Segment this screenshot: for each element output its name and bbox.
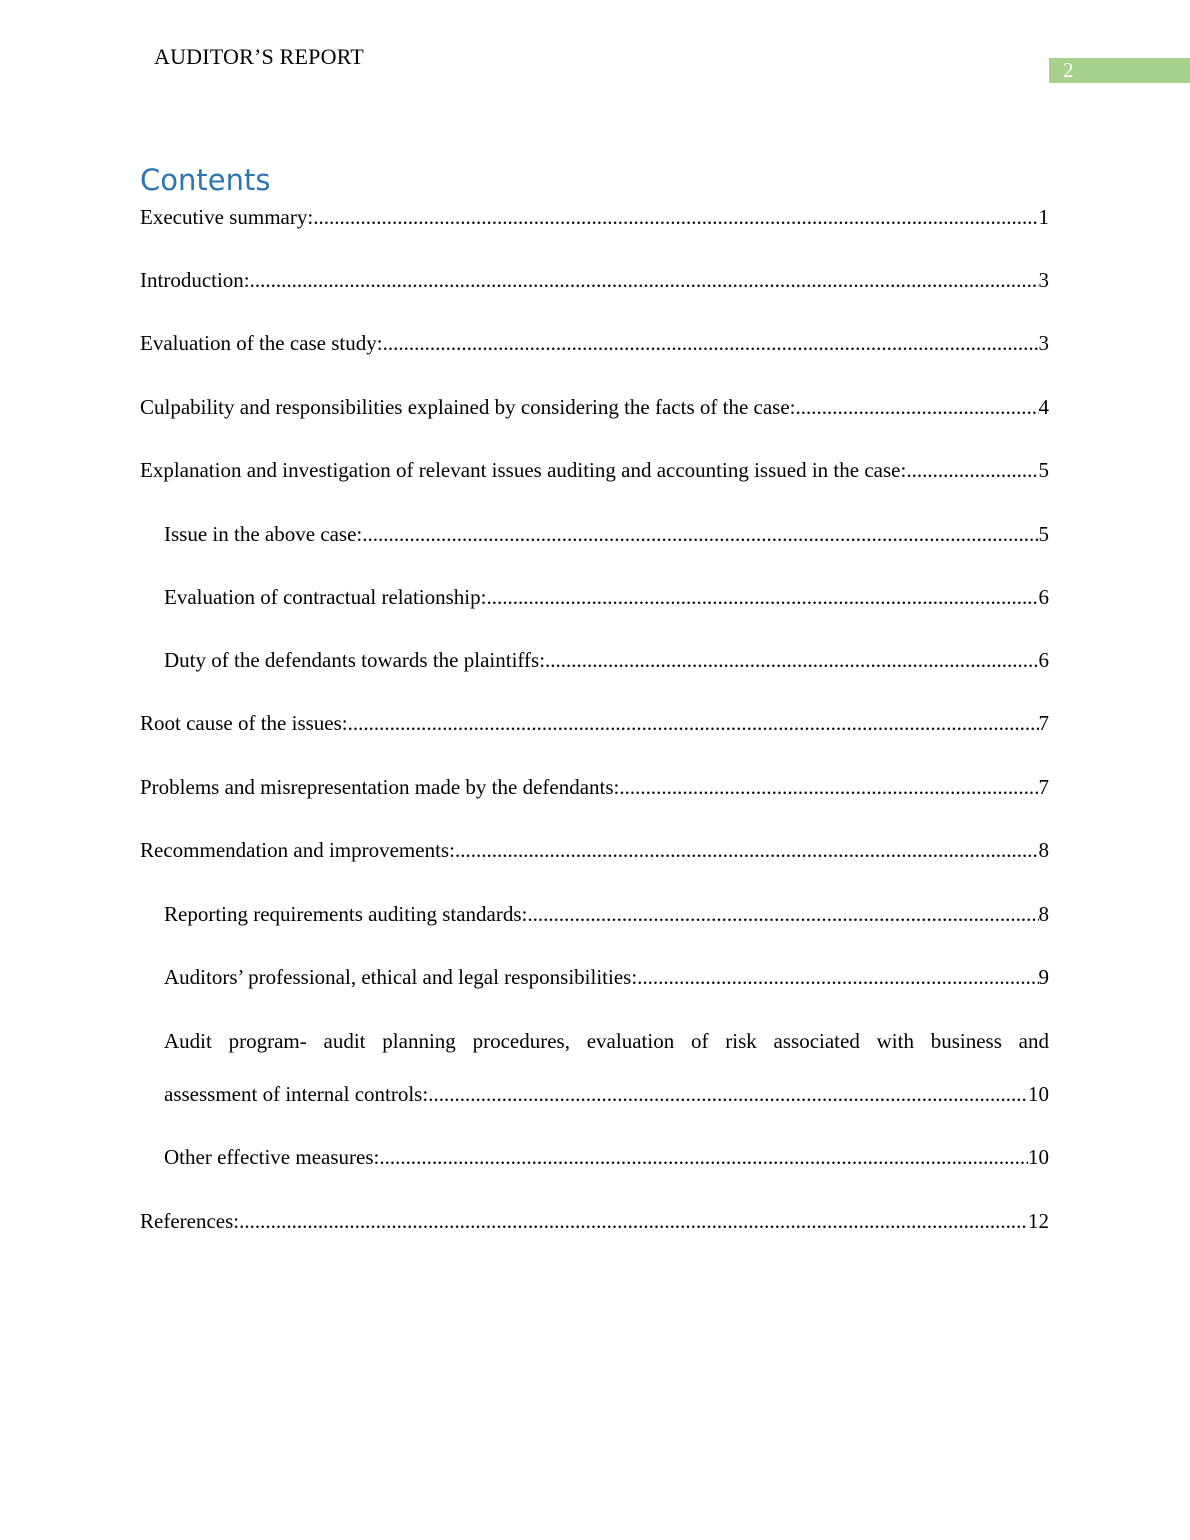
toc-leader-dots xyxy=(362,518,1038,550)
toc-leader-dots xyxy=(348,707,1039,739)
toc-entry-page: 1 xyxy=(1038,205,1049,229)
toc-leader-dots xyxy=(313,201,1038,233)
toc-entry-label: Introduction: xyxy=(140,268,250,292)
toc-leader-dots xyxy=(619,771,1038,803)
toc-leader-dots xyxy=(545,644,1038,676)
running-header-title: AUDITOR’S REPORT xyxy=(154,44,364,69)
toc-entry-auditors-responsibilities[interactable] xyxy=(164,961,1049,993)
toc-entry-recommendation[interactable] xyxy=(140,834,1049,866)
toc-leader-dots xyxy=(383,327,1039,359)
toc-entry-problems-misrepresentation[interactable] xyxy=(140,771,1049,803)
toc-entry-page: 8 xyxy=(1038,838,1049,862)
toc-entry-page: 4 xyxy=(1038,395,1049,419)
toc-entry-page: 7 xyxy=(1038,775,1049,799)
toc-entry-label: Duty of the defendants towards the plaintiffs: xyxy=(164,648,546,672)
toc-entry-reporting-requirements[interactable] xyxy=(164,898,1049,930)
toc-entry-label: References: xyxy=(140,1209,240,1233)
toc-entry-contractual-relationship[interactable] xyxy=(164,581,1049,613)
toc-entry-page: 5 xyxy=(1038,522,1049,546)
toc-entry-page: 8 xyxy=(1038,902,1049,926)
toc-entry-page: 7 xyxy=(1038,711,1049,735)
toc-leader-dots xyxy=(379,1141,1028,1173)
toc-entry-issue-above-case[interactable] xyxy=(164,518,1049,550)
toc-entry-label: Auditors’ professional, ethical and legal responsibilities: xyxy=(164,965,638,989)
toc-leader-dots xyxy=(250,264,1039,296)
toc-entry-label: Explanation and investigation of relevant issues auditing and accounting issued in the case: xyxy=(140,458,907,482)
toc-entry-audit-program-line2[interactable] xyxy=(164,1078,1049,1110)
toc-entry-page: 10 xyxy=(1028,1082,1049,1106)
toc-entry-label: Recommendation and improvements: xyxy=(140,838,455,862)
page-number: 2 xyxy=(1063,58,1074,82)
toc-entry-explanation-investigation[interactable] xyxy=(140,454,1049,486)
toc-entry-introduction[interactable] xyxy=(140,264,1049,296)
toc-entry-other-measures[interactable] xyxy=(164,1141,1049,1173)
toc-heading: Contents xyxy=(140,163,271,197)
toc-entry-audit-program-line1[interactable] xyxy=(164,1025,1049,1057)
toc-entry-root-cause[interactable] xyxy=(140,707,1049,739)
toc-entry-culpability[interactable] xyxy=(140,391,1049,423)
toc-entry-label: Other effective measures: xyxy=(164,1145,380,1169)
toc-leader-dots xyxy=(796,391,1039,423)
toc-entry-label: assessment of internal controls: xyxy=(164,1082,429,1106)
toc-entry-page: 3 xyxy=(1038,331,1049,355)
toc-entry-page: 12 xyxy=(1028,1209,1049,1233)
toc-entry-label: Evaluation of contractual relationship: xyxy=(164,585,487,609)
toc-entry-label: Executive summary: xyxy=(140,205,314,229)
toc-leader-dots xyxy=(428,1078,1028,1110)
toc-leader-dots xyxy=(239,1205,1028,1237)
page-number-badge xyxy=(1049,58,1190,83)
toc-entry-label: Issue in the above case: xyxy=(164,522,363,546)
toc-entry-page: 5 xyxy=(1038,458,1049,482)
toc-entry-page: 6 xyxy=(1038,585,1049,609)
toc-leader-dots xyxy=(455,834,1039,866)
toc-entry-duty-defendants[interactable] xyxy=(164,644,1049,676)
toc-entry-references[interactable] xyxy=(140,1205,1049,1237)
toc-entry-label: Problems and misrepresentation made by the defendants: xyxy=(140,775,620,799)
toc-entry-page: 6 xyxy=(1038,648,1049,672)
toc-entry-label: Evaluation of the case study: xyxy=(140,331,383,355)
toc-entry-label: Audit program- audit planning procedures, evaluation of risk associated with business and xyxy=(164,1029,1049,1053)
toc-entry-label: Culpability and responsibilities explained by considering the facts of the case: xyxy=(140,395,796,419)
toc-leader-dots xyxy=(637,961,1038,993)
toc-entry-label: Root cause of the issues: xyxy=(140,711,348,735)
toc-entry-executive-summary[interactable] xyxy=(140,201,1049,233)
toc-entry-label: Reporting requirements auditing standards: xyxy=(164,902,528,926)
toc-leader-dots xyxy=(486,581,1038,613)
toc-entry-page: 3 xyxy=(1038,268,1049,292)
toc-leader-dots xyxy=(906,454,1038,486)
toc-leader-dots xyxy=(527,898,1038,930)
toc-entry-page: 9 xyxy=(1038,965,1049,989)
toc-entry-page: 10 xyxy=(1028,1145,1049,1169)
toc-entry-evaluation-case-study[interactable] xyxy=(140,327,1049,359)
